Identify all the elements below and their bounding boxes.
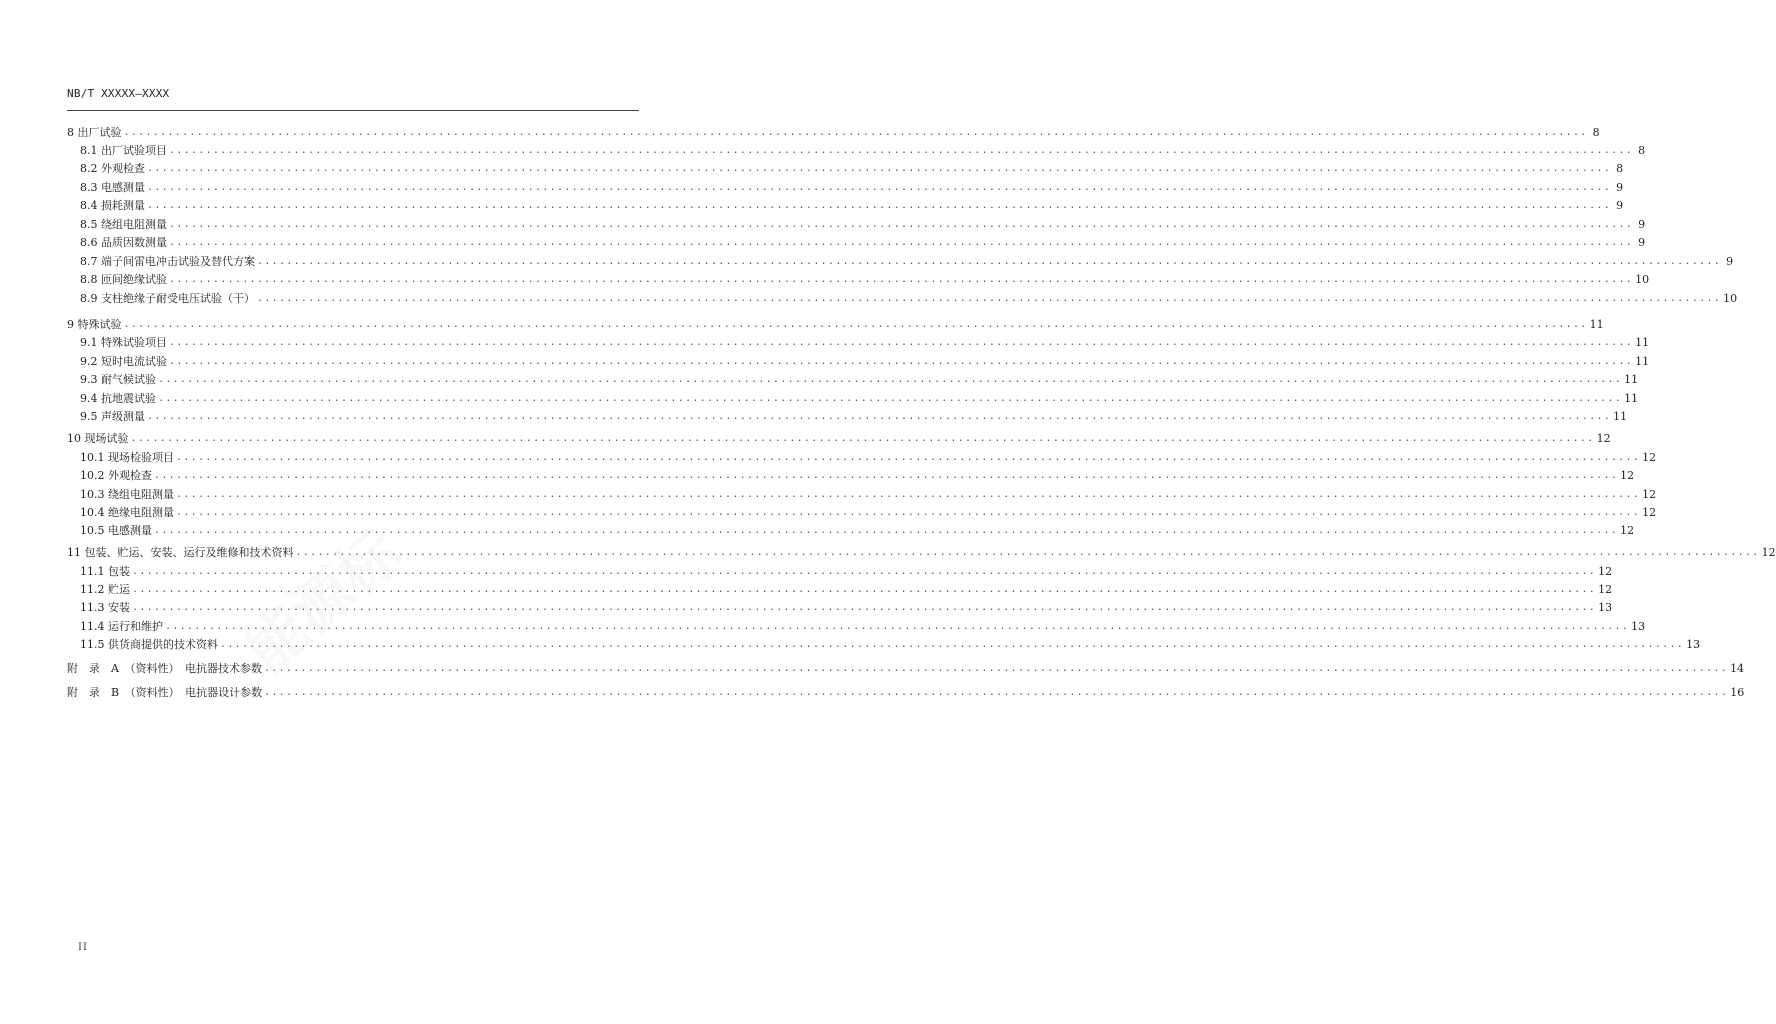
toc-entry-title: 9.1 特殊试验项目 bbox=[80, 336, 167, 349]
toc-entry-title: 11.1 包装 bbox=[80, 565, 130, 578]
document-code-header: NB/T XXXXX—XXXX bbox=[67, 87, 170, 100]
toc-entry-page: 11 bbox=[1589, 318, 1604, 331]
toc-entry-page: 11 bbox=[1624, 373, 1639, 386]
toc-entry-page: 12 bbox=[1598, 565, 1613, 578]
toc-entry-page: 11 bbox=[1635, 336, 1650, 349]
toc-entry-title: 附 录 B （资料性） 电抗器设计参数 bbox=[67, 686, 263, 699]
toc-entry[interactable] bbox=[67, 234, 1646, 250]
watermark: 能源标 bbox=[231, 517, 415, 687]
toc-entry[interactable] bbox=[67, 544, 1776, 560]
toc-entry-page: 12 bbox=[1598, 583, 1613, 596]
toc-leader-dots: ........................................................................................................................................................................................................ bbox=[132, 566, 1597, 577]
toc-leader-dots: ........................................................................................................................................................................................................ bbox=[130, 433, 1595, 444]
toc-leader-dots: ........................................................................................................................................................................................................ bbox=[169, 237, 1634, 248]
toc-entry-page: 13 bbox=[1598, 601, 1613, 614]
toc-entry[interactable] bbox=[67, 160, 1624, 176]
page-number-footer: II bbox=[78, 942, 88, 953]
toc-entry-title: 8.9 支柱绝缘子耐受电压试验（干） bbox=[80, 292, 255, 305]
toc-leader-dots: ........................................................................................................................................................................................................ bbox=[169, 219, 1634, 230]
toc-entry-title: 11.3 安装 bbox=[80, 601, 130, 614]
toc-leader-dots: ........................................................................................................................................................................................................ bbox=[176, 452, 1641, 463]
toc-leader-dots: ........................................................................................................................................................................................................ bbox=[169, 274, 1634, 285]
toc-entry-title: 9.5 声级测量 bbox=[80, 410, 145, 423]
toc-entry-title: 10.3 绕组电阻测量 bbox=[80, 488, 174, 501]
toc-leader-dots: ........................................................................................................................................................................................................ bbox=[132, 584, 1597, 595]
toc-entry[interactable] bbox=[67, 599, 1613, 615]
toc-entry-page: 8 bbox=[1638, 144, 1646, 157]
toc-entry[interactable] bbox=[67, 334, 1650, 350]
toc-entry-page: 9 bbox=[1726, 255, 1734, 268]
toc-entry[interactable] bbox=[67, 179, 1624, 195]
toc-entry-page: 9 bbox=[1638, 218, 1646, 231]
toc-entry-page: 13 bbox=[1686, 638, 1701, 651]
toc-entry-page: 12 bbox=[1620, 524, 1635, 537]
toc-entry-title: 11.4 运行和维护 bbox=[80, 620, 163, 633]
toc-entry-title: 8.4 损耗测量 bbox=[80, 199, 145, 212]
toc-entry-title: 8.2 外观检查 bbox=[80, 162, 145, 175]
toc-leader-dots: ........................................................................................................................................................................................................ bbox=[154, 470, 1619, 481]
toc-entry[interactable] bbox=[67, 271, 1650, 287]
toc-leader-dots: ........................................................................................................................................................................................................ bbox=[123, 127, 1588, 138]
toc-leader-dots: ........................................................................................................................................................................................................ bbox=[165, 621, 1630, 632]
toc-entry-page: 12 bbox=[1642, 506, 1657, 519]
toc-leader-dots: ........................................................................................................................................................................................................ bbox=[132, 602, 1597, 613]
toc-entry-title: 11 包装、贮运、安装、运行及维修和技术资料 bbox=[67, 546, 294, 559]
toc-entry[interactable] bbox=[67, 486, 1657, 502]
toc-leader-dots: ........................................................................................................................................................................................................ bbox=[158, 393, 1623, 404]
toc-entry[interactable] bbox=[67, 290, 1738, 306]
header-rule bbox=[67, 110, 639, 111]
toc-leader-dots: ........................................................................................................................................................................................................ bbox=[220, 639, 1685, 650]
toc-entry-title: 8.6 品质因数测量 bbox=[80, 236, 167, 249]
toc-leader-dots: ........................................................................................................................................................................................................ bbox=[169, 145, 1634, 156]
toc-entry-page: 11 bbox=[1635, 355, 1650, 368]
toc-entry-title: 10 现场试验 bbox=[67, 432, 129, 445]
toc-entry[interactable] bbox=[67, 371, 1639, 387]
toc-entry-title: 8.1 出厂试验项目 bbox=[80, 144, 167, 157]
toc-leader-dots: ........................................................................................................................................................................................................ bbox=[123, 319, 1588, 330]
toc-entry[interactable] bbox=[67, 684, 1745, 700]
toc-entry-title: 8.3 电感测量 bbox=[80, 181, 145, 194]
toc-entry[interactable] bbox=[67, 449, 1657, 465]
toc-entry-title: 10.4 绝缘电阻测量 bbox=[80, 506, 174, 519]
toc-entry-page: 13 bbox=[1631, 620, 1646, 633]
toc-entry[interactable] bbox=[67, 522, 1635, 538]
toc-entry-title: 11.5 供货商提供的技术资料 bbox=[80, 638, 218, 651]
toc-entry-title: 9.4 抗地震试验 bbox=[80, 392, 156, 405]
toc-entry[interactable] bbox=[67, 408, 1628, 424]
toc-leader-dots: ........................................................................................................................................................................................................ bbox=[176, 507, 1641, 518]
toc-entry-title: 8 出厂试验 bbox=[67, 126, 122, 139]
toc-entry-page: 9 bbox=[1616, 181, 1624, 194]
toc-entry-title: 11.2 贮运 bbox=[80, 583, 130, 596]
toc-leader-dots: ........................................................................................................................................................................................................ bbox=[176, 489, 1641, 500]
toc-entry-title: 9 特殊试验 bbox=[67, 318, 122, 331]
toc-entry-title: 8.7 端子间雷电冲击试验及替代方案 bbox=[80, 255, 255, 268]
toc-entry[interactable] bbox=[67, 618, 1646, 634]
toc-leader-dots: ........................................................................................................................................................................................................ bbox=[158, 374, 1623, 385]
toc-entry-page: 12 bbox=[1620, 469, 1635, 482]
toc-entry-page: 12 bbox=[1761, 546, 1776, 559]
toc-entry[interactable] bbox=[67, 142, 1646, 158]
toc-entry-page: 12 bbox=[1642, 451, 1657, 464]
toc-leader-dots: ........................................................................................................................................................................................................ bbox=[169, 356, 1634, 367]
toc-entry[interactable] bbox=[67, 216, 1646, 232]
toc-entry-page: 9 bbox=[1616, 199, 1624, 212]
toc-entry-title: 9.3 耐气候试验 bbox=[80, 373, 156, 386]
toc-entry-title: 10.5 电感测量 bbox=[80, 524, 152, 537]
toc-entry-title: 10.1 现场检验项目 bbox=[80, 451, 174, 464]
toc-entry[interactable] bbox=[67, 430, 1611, 446]
toc-entry-title: 8.5 绕组电阻测量 bbox=[80, 218, 167, 231]
toc-entry-title: 9.2 短时电流试验 bbox=[80, 355, 167, 368]
toc-leader-dots: ........................................................................................................................................................................................................ bbox=[147, 182, 1612, 193]
toc-entry[interactable] bbox=[67, 353, 1650, 369]
toc-entry[interactable] bbox=[67, 197, 1624, 213]
toc-entry-page: 12 bbox=[1642, 488, 1657, 501]
toc-entry-page: 10 bbox=[1635, 273, 1650, 286]
toc-entry-title: 附 录 A （资料性） 电抗器技术参数 bbox=[67, 662, 262, 675]
toc-entry[interactable] bbox=[67, 390, 1639, 406]
toc-leader-dots: ........................................................................................................................................................................................................ bbox=[169, 337, 1634, 348]
toc-entry-page: 8 bbox=[1592, 126, 1600, 139]
toc-entry[interactable] bbox=[67, 636, 1701, 652]
toc-entry-page: 14 bbox=[1730, 662, 1745, 675]
toc-entry[interactable] bbox=[67, 124, 1600, 140]
toc-entry[interactable] bbox=[67, 581, 1613, 597]
toc-leader-dots: ........................................................................................................................................................................................................ bbox=[264, 687, 1729, 698]
toc-entry-title: 10.2 外观检查 bbox=[80, 469, 152, 482]
toc-leader-dots: ........................................................................................................................................................................................................ bbox=[154, 525, 1619, 536]
toc-entry[interactable] bbox=[67, 467, 1635, 483]
toc-leader-dots: ........................................................................................................................................................................................................ bbox=[147, 200, 1612, 211]
toc-entry[interactable] bbox=[67, 316, 1604, 332]
toc-entry[interactable] bbox=[67, 660, 1745, 676]
toc-leader-dots: ........................................................................................................................................................................................................ bbox=[147, 411, 1612, 422]
toc-entry-page: 10 bbox=[1723, 292, 1738, 305]
toc-entry-page: 16 bbox=[1730, 686, 1745, 699]
toc-entry[interactable] bbox=[67, 253, 1734, 269]
toc-entry[interactable] bbox=[67, 563, 1613, 579]
toc-entry-page: 11 bbox=[1613, 410, 1628, 423]
toc-entry-title: 8.8 匝间绝缘试验 bbox=[80, 273, 167, 286]
toc-leader-dots: ........................................................................................................................................................................................................ bbox=[263, 663, 1729, 674]
toc-entry-page: 12 bbox=[1596, 432, 1611, 445]
toc-entry[interactable] bbox=[67, 504, 1657, 520]
toc-leader-dots: ........................................................................................................................................................................................................ bbox=[295, 547, 1760, 558]
toc-leader-dots: ........................................................................................................................................................................................................ bbox=[257, 293, 1722, 304]
toc-entry-page: 8 bbox=[1616, 162, 1624, 175]
toc-leader-dots: ........................................................................................................................................................................................................ bbox=[147, 163, 1612, 174]
toc-entry-page: 9 bbox=[1638, 236, 1646, 249]
toc-leader-dots: ........................................................................................................................................................................................................ bbox=[257, 256, 1722, 267]
toc-entry-page: 11 bbox=[1624, 392, 1639, 405]
